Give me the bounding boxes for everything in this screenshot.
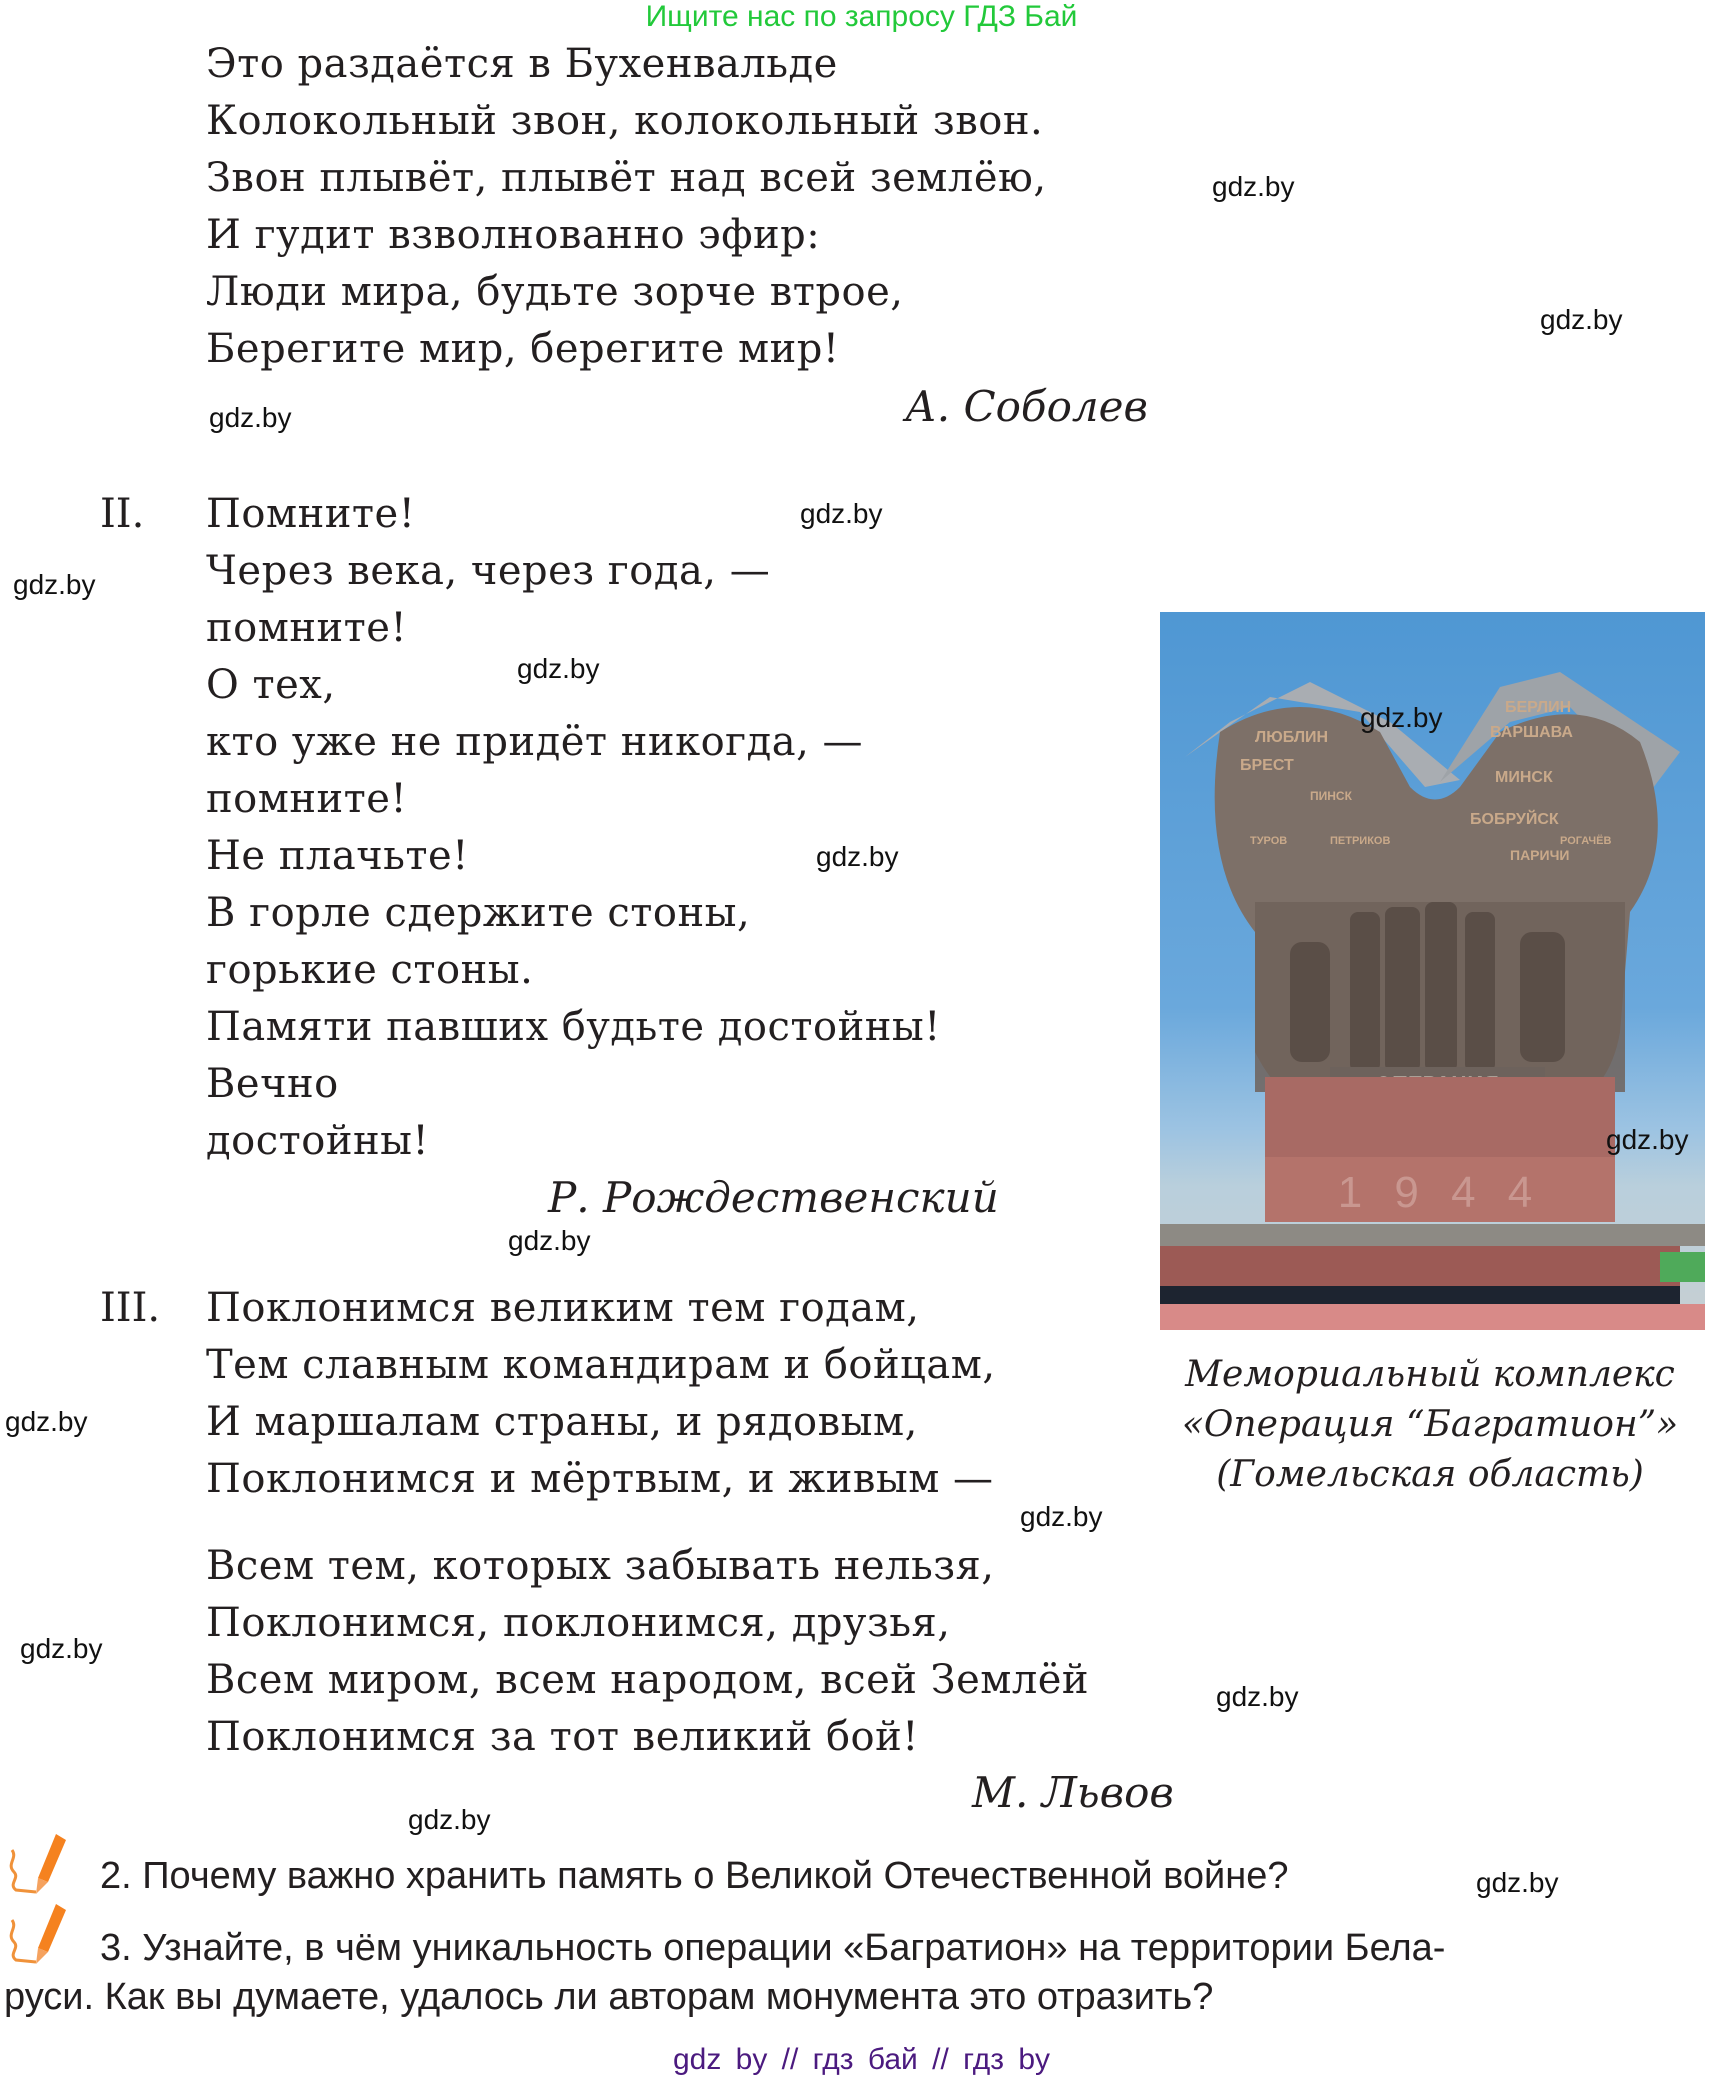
poem-line: Всем тем, которых забывать нельзя, (206, 1543, 995, 1589)
poem-line: Не плачьте! (206, 833, 469, 879)
watermark: gdz.by (1020, 1501, 1103, 1532)
section-numeral: II. (100, 491, 145, 537)
poem-line: О тех, (206, 662, 336, 708)
poem-line: Это раздаётся в Бухенвальде (206, 41, 838, 87)
poem-author: М. Львов (972, 1768, 1174, 1817)
watermark: gdz.by (800, 498, 883, 529)
question-3-line-2: руси. Как вы думаете, удалось ли авторам монумента это отразить? (4, 1976, 1214, 2018)
svg-text:ПАРИЧИ: ПАРИЧИ (1510, 847, 1570, 863)
svg-text:ПИНСК: ПИНСК (1310, 789, 1352, 803)
watermark: gdz.by (20, 1633, 103, 1664)
poem-line: достойны! (206, 1118, 430, 1164)
svg-text:БРЕСТ: БРЕСТ (1240, 757, 1294, 774)
watermark: gdz.by (209, 402, 292, 433)
poem-line: Всем миром, всем народом, всей Землёй (206, 1657, 1090, 1703)
poem-line: горькие стоны. (206, 947, 534, 993)
svg-text:МИНСК: МИНСК (1495, 769, 1553, 786)
watermark: gdz.by (1540, 304, 1623, 335)
poem-line: кто уже не придёт никогда, — (206, 719, 864, 765)
svg-text:РОГАЧЁВ: РОГАЧЁВ (1560, 835, 1612, 847)
poem-line: Помните! (206, 491, 416, 537)
poem-line: Поклонимся великим тем годам, (206, 1285, 920, 1331)
svg-text:ПЕТРИКОВ: ПЕТРИКОВ (1330, 835, 1391, 847)
watermark: gdz.by (1360, 702, 1443, 733)
poem-author: А. Соболев (905, 382, 1148, 431)
watermark: gdz.by (1212, 171, 1295, 202)
watermark: gdz.by (517, 653, 600, 684)
watermark: gdz.by (816, 841, 899, 872)
watermark: gdz.by (408, 1804, 491, 1835)
question-2: 2. Почему важно хранить память о Великой Отечественной войне? (100, 1855, 1289, 1897)
svg-text:ТУРОВ: ТУРОВ (1250, 835, 1288, 847)
pen-nib-icon (4, 1830, 76, 1907)
poem-line: Вечно (206, 1061, 339, 1107)
poem-line: Поклонимся и мёртвым, и живым — (206, 1456, 994, 1502)
relief-city: ЛЮБЛИН (1255, 729, 1329, 746)
poem-line: Звон плывёт, плывёт над всей землёю, (206, 155, 1047, 201)
question-3-line-1: 3. Узнайте, в чём уникальность операции «Багратион» на территории Бела- (100, 1927, 1446, 1969)
watermark: gdz.by (508, 1225, 591, 1256)
figure-caption-line: Мемориальный комплекс (1185, 1354, 1675, 1395)
poem-line: Люди мира, будьте зорче втрое, (206, 269, 904, 315)
poem-line: Тем славным командирам и бойцам, (206, 1342, 996, 1388)
figure-caption-line: «Операция “Багратион”» (1181, 1404, 1679, 1445)
poem-line: помните! (206, 776, 408, 822)
watermark: gdz.by (13, 569, 96, 600)
footer-links[interactable]: gdz by // гдз бай // гдз by (672, 2043, 1051, 2076)
pen-nib-icon (4, 1900, 76, 1977)
poem-line: помните! (206, 605, 408, 651)
poem-author: Р. Рождественский (548, 1173, 999, 1222)
poem-line: Колокольный звон, колокольный звон. (206, 98, 1044, 144)
figure-caption-line: (Гомельская область) (1216, 1454, 1644, 1495)
poem-line: И гудит взволнованно эфир: (206, 212, 821, 258)
monument-year: 1 9 4 4 (1337, 1168, 1543, 1217)
poem-line: Через века, через года, — (206, 548, 771, 594)
poem-line: Памяти павших будьте достойны! (206, 1004, 941, 1050)
poem-line: В горле сдержите стоны, (206, 890, 751, 936)
svg-text:ВАРШАВА: ВАРШАВА (1490, 724, 1573, 741)
watermark: gdz.by (1606, 1124, 1689, 1155)
search-hint-banner: Ищите нас по запросу ГДЗ Бай (645, 0, 1078, 33)
watermark: gdz.by (1216, 1681, 1299, 1712)
watermark: gdz.by (5, 1406, 88, 1437)
svg-text:БЕРЛИН: БЕРЛИН (1505, 699, 1572, 716)
poem-line: Поклонимся за тот великий бой! (206, 1714, 919, 1760)
poem-line: Поклонимся, поклонимся, друзья, (206, 1600, 951, 1646)
poem-line: И маршалам страны, и рядовым, (206, 1399, 918, 1445)
svg-text:БОБРУЙСК: БОБРУЙСК (1470, 811, 1559, 828)
poem-line: Берегите мир, берегите мир! (206, 326, 840, 372)
watermark: gdz.by (1476, 1867, 1559, 1898)
section-numeral: III. (100, 1285, 161, 1331)
